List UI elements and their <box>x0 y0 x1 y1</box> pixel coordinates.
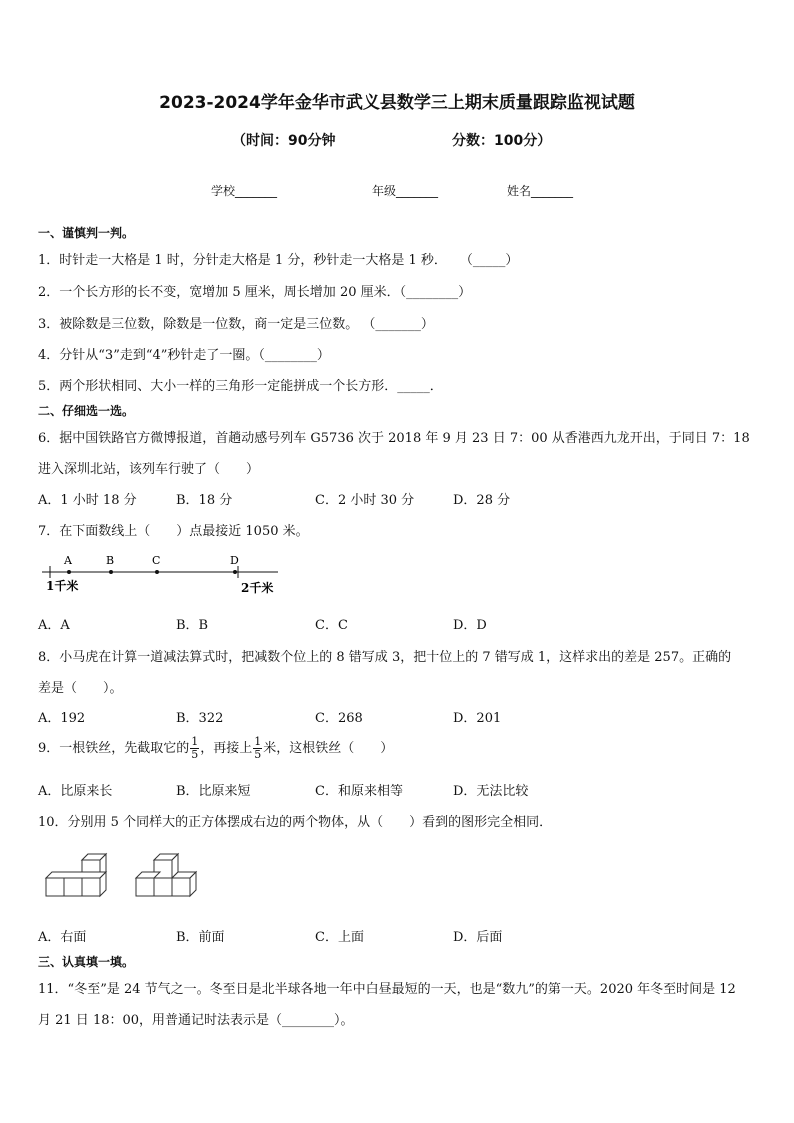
fraction-numerator: 1 <box>191 735 199 748</box>
label-c: C <box>152 554 161 567</box>
question-11-line2: 月 21 日 18：00，用普通记时法表示是（________）。 <box>38 1013 354 1028</box>
point-a <box>67 570 71 574</box>
label-1km: 1千米 <box>46 579 79 593</box>
question-10: 10．分别用 5 个同样大的正方体摆成右边的两个物体，从（ ）看到的图形完全相同． <box>38 815 553 830</box>
section-heading-2: 二、仔细选一选。 <box>38 404 135 418</box>
question-11-line1: 11．“冬至”是 24 节气之一。冬至日是北半球各地一年中白昼最短的一天，也是“数九”的第一天。2020 年冬至时间是 12 <box>38 982 736 997</box>
q6-option-b: B．18 分 <box>176 493 233 508</box>
q10-option-d: D．后面 <box>453 930 503 945</box>
label-a: A <box>64 554 72 567</box>
q9-option-a: A．比原来长 <box>38 784 113 799</box>
q6-option-d: D．28 分 <box>453 493 511 508</box>
fraction-denominator: 5 <box>254 748 262 761</box>
grade-field: 年级_______ <box>372 184 439 198</box>
question-6-line2: 进入深圳北站，该列车行驶了（ ） <box>38 462 260 477</box>
q10-option-c: C．上面 <box>315 930 364 945</box>
fraction-one-fifth <box>190 736 199 761</box>
fraction-denominator: 5 <box>191 748 199 761</box>
q7-option-c: C．C <box>315 618 348 633</box>
cube-figure-right <box>134 852 206 908</box>
q7-option-b: B．B <box>176 618 209 633</box>
total-score: 分数：100分） <box>452 133 552 149</box>
q9-text-mid: ，再接上 <box>200 741 253 756</box>
q7-option-a: A．A <box>38 618 70 633</box>
question-7: 7．在下面数线上（ ）点最接近 1050 米。 <box>38 524 309 539</box>
name-field: 姓名_______ <box>507 184 574 198</box>
q8-option-d: D．201 <box>453 711 502 726</box>
school-field: 学校_______ <box>211 184 278 198</box>
question-9 <box>38 736 393 761</box>
q9-text-pre: 9．一根铁丝，先截取它的 <box>38 741 190 756</box>
q8-option-c: C．268 <box>315 711 363 726</box>
q10-option-b: B．前面 <box>176 930 225 945</box>
cube-figure-left <box>44 852 114 908</box>
question-1: 1．时针走一大格是 1 时，分针走大格是 1 分，秒针走一大格是 1 秒． （_____） <box>38 253 519 268</box>
label-b: B <box>106 554 115 567</box>
q8-option-a: A．192 <box>38 711 86 726</box>
time-limit: （时间：90分钟 <box>232 133 336 149</box>
q8-option-b: B．322 <box>176 711 224 726</box>
label-2km: 2千米 <box>241 581 274 595</box>
section-heading-3: 三、认真填一填。 <box>38 955 135 969</box>
q6-option-c: C．2 小时 30 分 <box>315 493 415 508</box>
q10-option-a: A．右面 <box>38 930 87 945</box>
q9-option-d: D．无法比较 <box>453 784 529 799</box>
fraction-one-fifth-meter <box>253 736 262 761</box>
question-8-line2: 差是（ ）。 <box>38 681 123 696</box>
question-5: 5．两个形状相同、大小一样的三角形一定能拼成一个长方形．_____． <box>38 379 443 394</box>
q6-option-a: A．1 小时 18 分 <box>38 493 137 508</box>
point-c <box>155 570 159 574</box>
label-d: D <box>230 554 239 567</box>
q9-text-post: 米，这根铁丝（ ） <box>263 741 394 756</box>
page-title: 2023-2024学年金华市武义县数学三上期末质量跟踪监视试题 <box>159 93 635 113</box>
section-heading-1: 一、谨慎判一判。 <box>38 226 135 240</box>
q7-option-d: D．D <box>453 618 487 633</box>
number-line-figure <box>38 550 288 600</box>
point-b <box>109 570 113 574</box>
point-d <box>233 570 237 574</box>
question-6-line1: 6．据中国铁路官方微博报道，首趟动感号列车 G5736 次于 2018 年 9 月 23 日 7：00 从香港西九龙开出，于同日 7：18 <box>38 431 750 446</box>
q9-option-b: B．比原来短 <box>176 784 251 799</box>
q9-option-c: C．和原来相等 <box>315 784 403 799</box>
question-8-line1: 8．小马虎在计算一道减法算式时，把减数个位上的 8 错写成 3，把十位上的 7 错写成 1，这样求出的差是 257。正确的 <box>38 650 732 665</box>
fraction-numerator: 1 <box>254 735 262 748</box>
question-3: 3．被除数是三位数，除数是一位数，商一定是三位数。 （_______） <box>38 317 434 332</box>
question-4: 4．分针从“3”走到“4”秒针走了一圈。（________） <box>38 348 330 363</box>
question-2: 2．一个长方形的长不变，宽增加 5 厘米，周长增加 20 厘米．（________） <box>38 285 472 300</box>
